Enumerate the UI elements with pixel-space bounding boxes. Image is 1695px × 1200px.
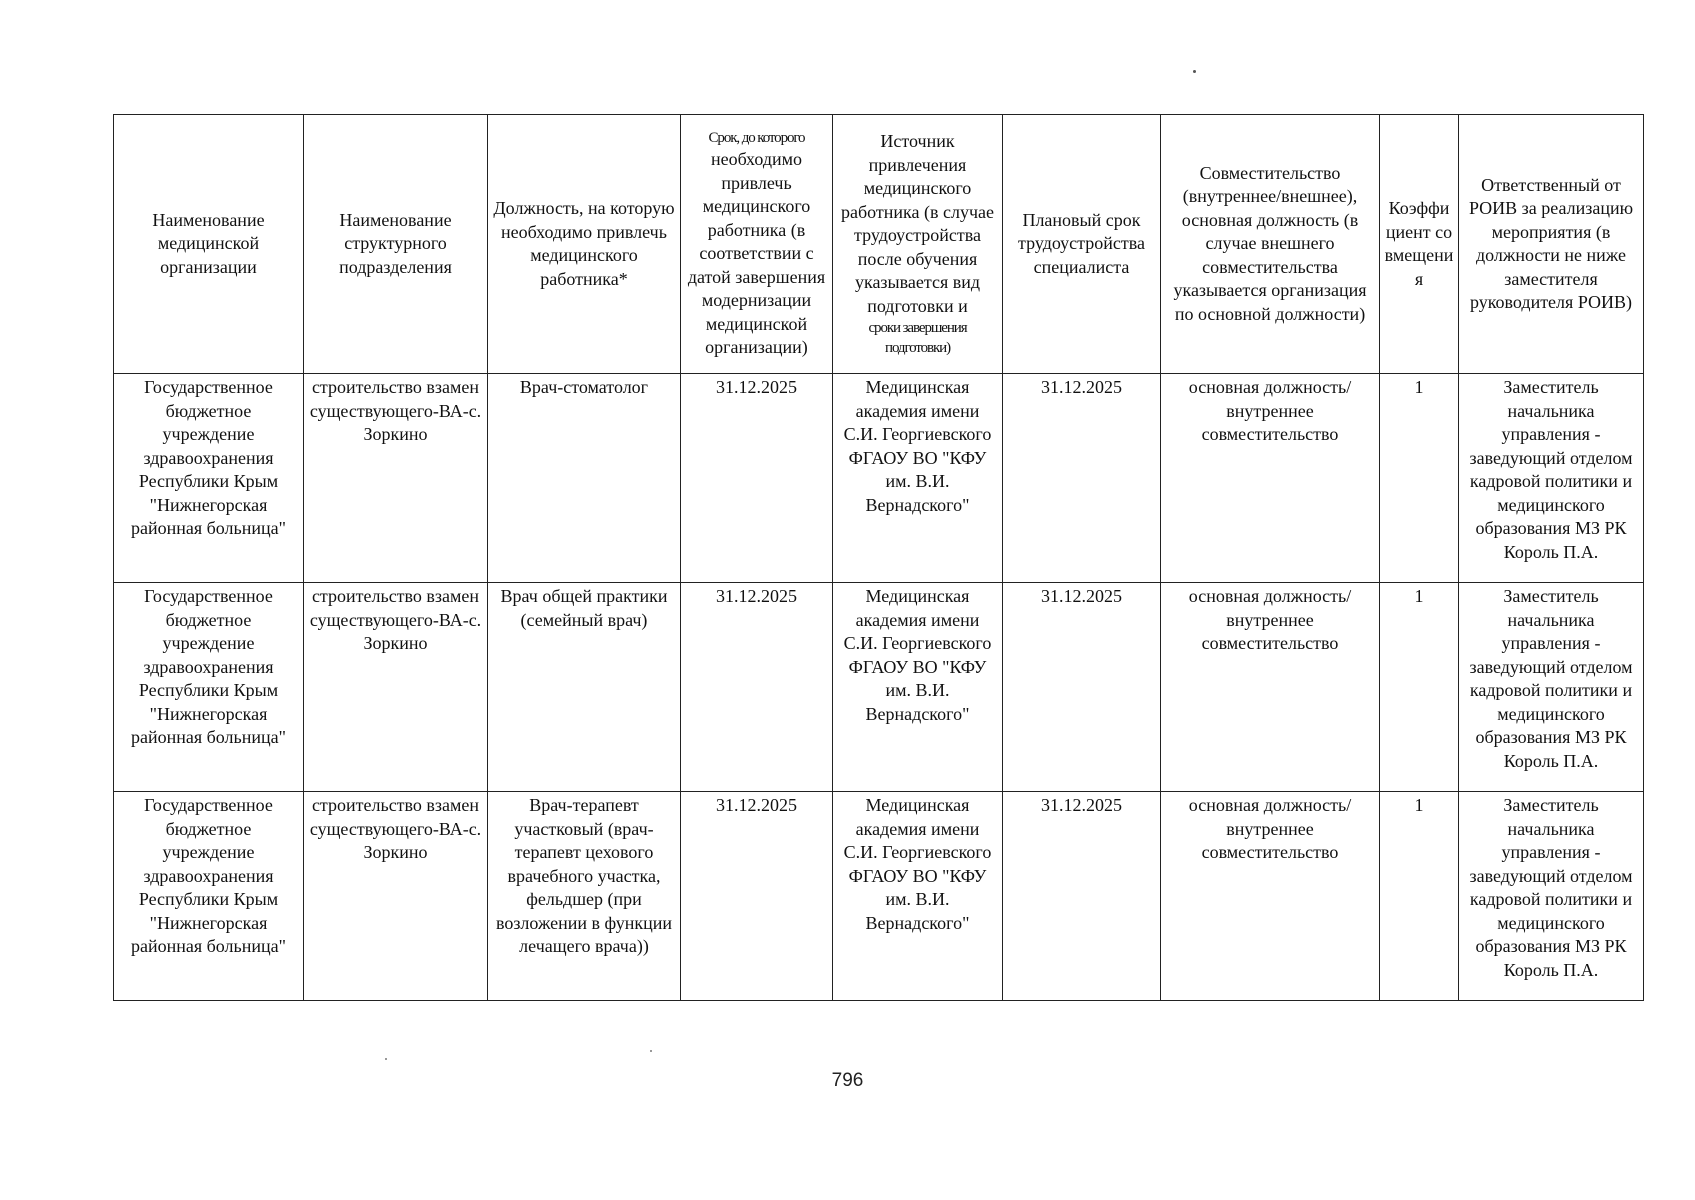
header-row	[114, 115, 1644, 374]
cell-position: Врач-терапевт участковый (врач-терапевт цехового врачебного участка, фельдшер (при возложении в функции лечащего врача))	[488, 792, 681, 1001]
scan-speck	[385, 1058, 387, 1060]
cell-org: Государственное бюджетное учреждение здравоохранения Республики Крым "Нижнегорская районная больница"	[114, 792, 304, 1001]
cell-combination: основная должность/ внутреннее совместительство	[1161, 792, 1380, 1001]
cell-combination: основная должность/ внутреннее совместительство	[1161, 374, 1380, 583]
cell-org: Государственное бюджетное учреждение здравоохранения Республики Крым "Нижнегорская районная больница"	[114, 583, 304, 792]
header-deadline-main: необходимо привлечь медицинского работника (в соответствии с датой завершения модернизации медицинской организации)	[687, 149, 826, 358]
cell-source: Медицинская академия имени С.И. Георгиевского ФГАОУ ВО "КФУ им. В.И. Вернадского"	[833, 374, 1003, 583]
cell-unit: строительство взамен существующего-ВА-с. Зоркино	[304, 583, 488, 792]
header-source	[833, 115, 1003, 374]
cell-position: Врач общей практики (семейный врач)	[488, 583, 681, 792]
cell-planned: 31.12.2025	[1003, 374, 1161, 583]
table-header	[114, 115, 1644, 374]
cell-source: Медицинская академия имени С.И. Георгиевского ФГАОУ ВО "КФУ им. В.И. Вернадского"	[833, 583, 1003, 792]
cell-org: Государственное бюджетное учреждение здравоохранения Республики Крым "Нижнегорская районная больница"	[114, 374, 304, 583]
cell-responsible: Заместитель начальника управления - заведующий отделом кадровой политики и медицинского образования МЗ РК Король П.А.	[1459, 792, 1644, 1001]
cell-coef: 1	[1380, 374, 1459, 583]
page-number: 796	[831, 1070, 864, 1091]
header-position: Должность, на которую необходимо привлечь медицинского работника*	[488, 115, 681, 374]
cell-deadline: 31.12.2025	[681, 792, 833, 1001]
header-deadline	[681, 115, 833, 374]
header-source-main: Источник привлечения медицинского работника (в случае трудоустройства после обучения указывается вид подготовки и	[841, 131, 994, 316]
header-source-bottom: сроки завершения подготовки)	[868, 320, 967, 356]
header-org: Наименование медицинской организации	[114, 115, 304, 374]
cell-planned: 31.12.2025	[1003, 583, 1161, 792]
cell-unit: строительство взамен существующего-ВА-с. Зоркино	[304, 792, 488, 1001]
header-coef: Коэффициент совмещения	[1380, 115, 1459, 374]
cell-unit: строительство взамен существующего-ВА-с. Зоркино	[304, 374, 488, 583]
cell-responsible: Заместитель начальника управления - заведующий отделом кадровой политики и медицинского образования МЗ РК Король П.А.	[1459, 583, 1644, 792]
cell-deadline: 31.12.2025	[681, 583, 833, 792]
staffing-table	[113, 114, 1644, 1001]
header-responsible: Ответственный от РОИВ за реализацию мероприятия (в должности не ниже заместителя руководителя РОИВ)	[1459, 115, 1644, 374]
scan-speck	[650, 1050, 652, 1052]
cell-position: Врач-стоматолог	[488, 374, 681, 583]
header-combination: Совместительство (внутреннее/внешнее), основная должность (в случае внешнего совместительства указывается организация по основной должности)	[1161, 115, 1380, 374]
header-unit: Наименование структурного подразделения	[304, 115, 488, 374]
header-planned: Плановый срок трудоустройства специалиста	[1003, 115, 1161, 374]
cell-planned: 31.12.2025	[1003, 792, 1161, 1001]
cell-deadline: 31.12.2025	[681, 374, 833, 583]
cell-responsible: Заместитель начальника управления - заведующий отделом кадровой политики и медицинского образования МЗ РК Король П.А.	[1459, 374, 1644, 583]
scan-dot	[1193, 70, 1196, 73]
cell-coef: 1	[1380, 792, 1459, 1001]
table-row	[114, 583, 1644, 792]
table-row	[114, 792, 1644, 1001]
header-deadline-top: Срок, до которого	[708, 130, 805, 147]
cell-coef: 1	[1380, 583, 1459, 792]
table-row	[114, 374, 1644, 583]
cell-combination: основная должность/ внутреннее совместительство	[1161, 583, 1380, 792]
cell-source: Медицинская академия имени С.И. Георгиевского ФГАОУ ВО "КФУ им. В.И. Вернадского"	[833, 792, 1003, 1001]
table-body	[114, 374, 1644, 1001]
